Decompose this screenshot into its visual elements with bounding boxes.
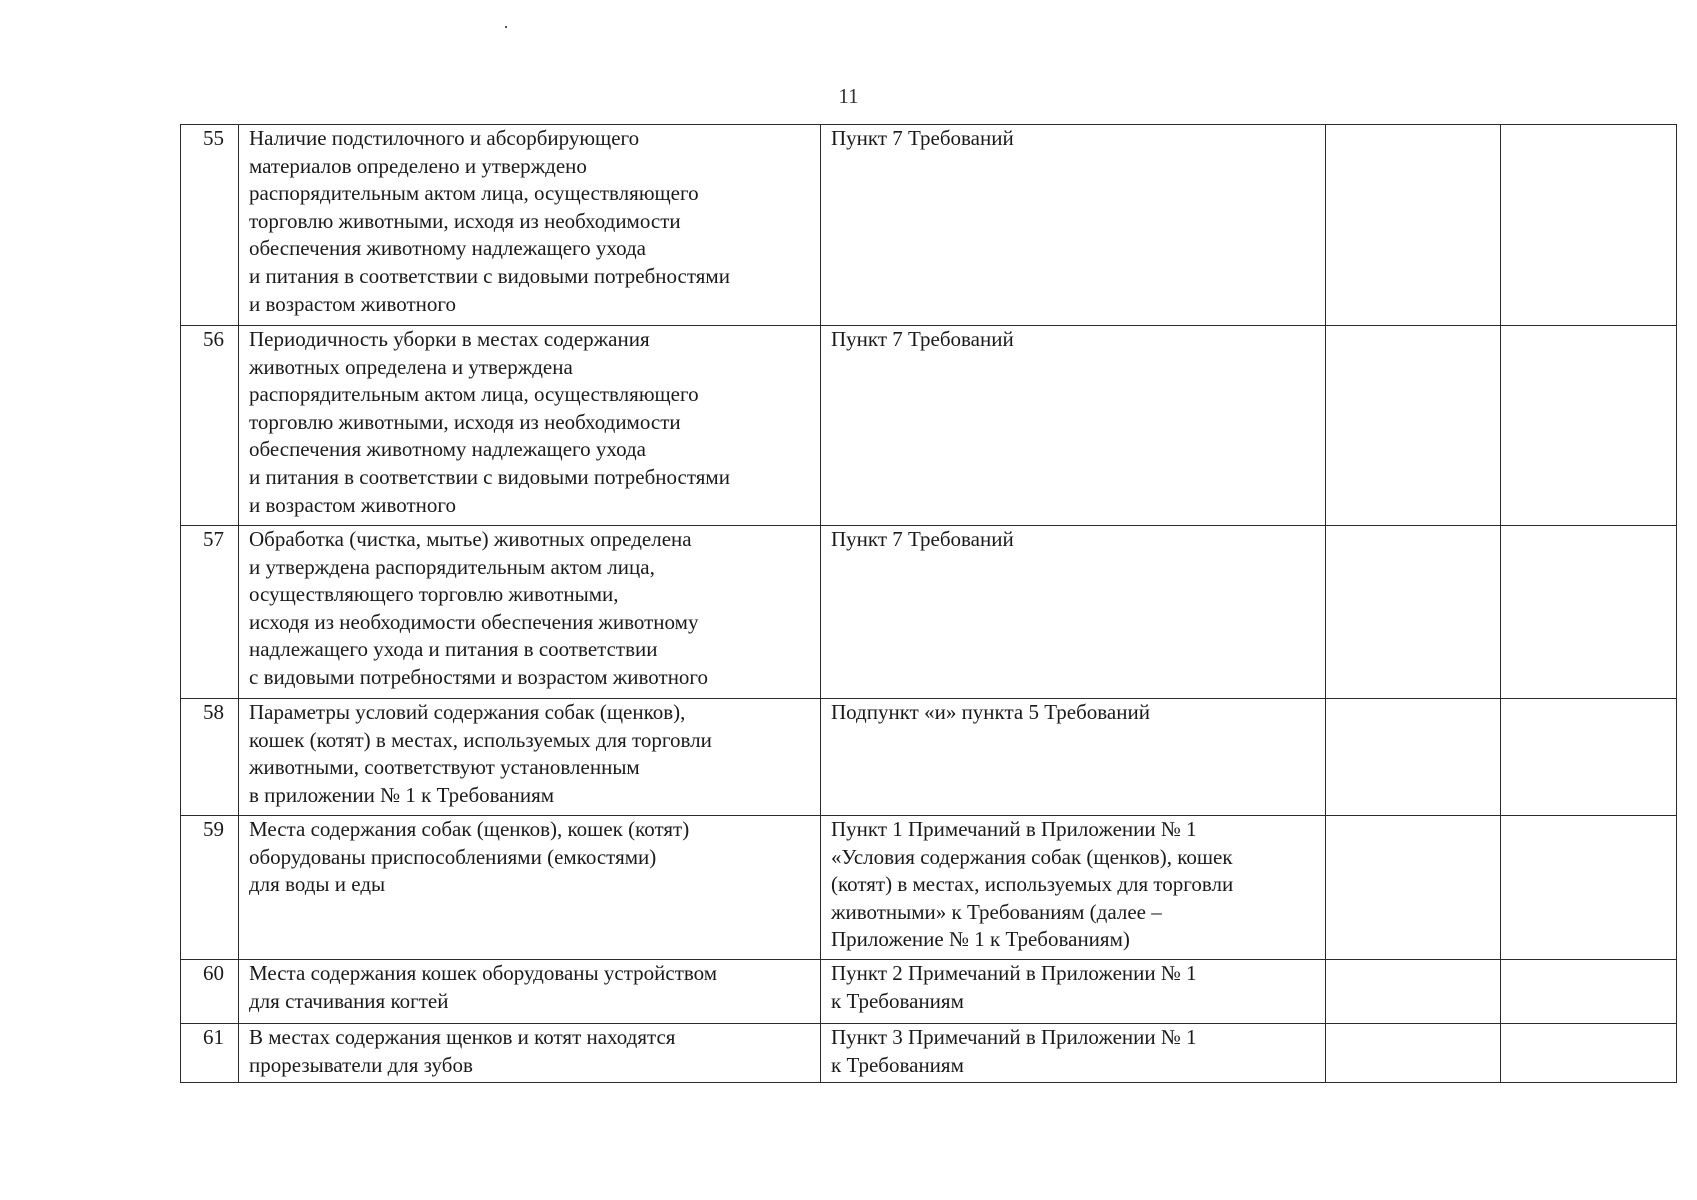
- checklist-table: [180, 124, 1677, 1083]
- reference-cell: [821, 526, 1326, 699]
- requirement-cell: [239, 526, 821, 699]
- requirement-line: распорядительным актом лица, осуществляющего: [249, 181, 699, 206]
- requirement-cell: [239, 1024, 821, 1083]
- row-number: 58: [181, 699, 239, 816]
- row-number: 60: [181, 960, 239, 1024]
- row-number: 57: [181, 526, 239, 699]
- requirement-line: для воды и еды: [249, 872, 386, 897]
- row-number: 55: [181, 125, 239, 326]
- table-row: [181, 526, 1677, 699]
- reference-line: Пункт 7 Требований: [831, 327, 1014, 351]
- empty-cell: [1501, 326, 1677, 526]
- reference-line: Подпункт «и» пункта 5 Требований: [831, 700, 1150, 724]
- table-row: [181, 326, 1677, 526]
- empty-cell: [1501, 699, 1677, 816]
- requirement-line: животных определена и утверждена: [249, 354, 573, 379]
- reference-cell: [821, 960, 1326, 1024]
- requirement-line: и питания в соответствии с видовыми потребностями: [249, 464, 730, 489]
- empty-cell: [1326, 816, 1501, 960]
- table-row: [181, 816, 1677, 960]
- requirement-line: и утверждена распорядительным актом лица,: [249, 554, 655, 579]
- reference-line: к Требованиям: [831, 1052, 964, 1077]
- reference-line: Пункт 7 Требований: [831, 527, 1014, 551]
- empty-cell: [1326, 125, 1501, 326]
- row-number: 61: [181, 1024, 239, 1083]
- empty-cell: [1326, 326, 1501, 526]
- row-number: 59: [181, 816, 239, 960]
- reference-cell: [821, 125, 1326, 326]
- empty-cell: [1501, 125, 1677, 326]
- requirement-line: Наличие подстилочного и абсорбирующего: [249, 126, 640, 150]
- reference-line: «Условия содержания собак (щенков), кошек: [831, 844, 1233, 869]
- empty-cell: [1501, 960, 1677, 1024]
- requirement-line: материалов определено и утверждено: [249, 153, 587, 178]
- scan-speck: [505, 26, 507, 28]
- reference-line: (котят) в местах, используемых для торговли: [831, 872, 1234, 897]
- requirement-line: Места содержания собак (щенков), кошек (котят): [249, 817, 690, 841]
- requirement-line: и возрастом животного: [249, 492, 456, 517]
- requirement-line: и питания в соответствии с видовыми потребностями: [249, 263, 730, 288]
- table-row: [181, 699, 1677, 816]
- reference-cell: [821, 326, 1326, 526]
- requirement-line: Параметры условий содержания собак (щенков),: [249, 700, 686, 724]
- reference-line: Пункт 7 Требований: [831, 126, 1014, 150]
- table-row: [181, 960, 1677, 1024]
- requirement-cell: [239, 699, 821, 816]
- requirement-line: животными, соответствуют установленным: [249, 755, 640, 780]
- requirement-line: для стачивания когтей: [249, 988, 449, 1013]
- empty-cell: [1326, 1024, 1501, 1083]
- requirement-line: надлежащего ухода и питания в соответствии: [249, 637, 658, 662]
- requirement-cell: [239, 125, 821, 326]
- page-number: 11: [838, 84, 859, 108]
- requirement-line: исходя из необходимости обеспечения животному: [249, 609, 699, 634]
- requirement-cell: [239, 326, 821, 526]
- requirement-line: обеспечения животному надлежащего ухода: [249, 437, 646, 462]
- requirement-line: Периодичность уборки в местах содержания: [249, 327, 650, 351]
- requirement-line: осуществляющего торговлю животными,: [249, 582, 619, 607]
- empty-cell: [1326, 699, 1501, 816]
- requirement-cell: [239, 816, 821, 960]
- requirement-line: в приложении № 1 к Требованиям: [249, 782, 555, 807]
- requirement-line: распорядительным актом лица, осуществляющего: [249, 382, 699, 407]
- requirement-line: оборудованы приспособлениями (емкостями): [249, 844, 657, 869]
- reference-line: Пункт 2 Примечаний в Приложении № 1: [831, 961, 1197, 985]
- reference-line: Пункт 1 Примечаний в Приложении № 1: [831, 817, 1197, 841]
- requirement-cell: [239, 960, 821, 1024]
- table-row: [181, 125, 1677, 326]
- requirement-line: и возрастом животного: [249, 291, 456, 316]
- requirement-line: торговлю животными, исходя из необходимости: [249, 208, 681, 233]
- requirement-line: с видовыми потребностями и возрастом животного: [249, 664, 709, 689]
- requirement-line: Обработка (чистка, мытье) животных определена: [249, 527, 692, 551]
- reference-cell: [821, 699, 1326, 816]
- empty-cell: [1326, 526, 1501, 699]
- requirement-line: прорезыватели для зубов: [249, 1052, 473, 1077]
- reference-cell: [821, 816, 1326, 960]
- requirement-line: В местах содержания щенков и котят находятся: [249, 1025, 676, 1049]
- reference-cell: [821, 1024, 1326, 1083]
- reference-line: Приложение № 1 к Требованиям): [831, 927, 1130, 952]
- reference-line: Пункт 3 Примечаний в Приложении № 1: [831, 1025, 1197, 1049]
- requirement-line: торговлю животными, исходя из необходимости: [249, 409, 681, 434]
- row-number: 56: [181, 326, 239, 526]
- empty-cell: [1501, 526, 1677, 699]
- empty-cell: [1501, 816, 1677, 960]
- reference-line: к Требованиям: [831, 988, 964, 1013]
- empty-cell: [1326, 960, 1501, 1024]
- requirement-line: кошек (котят) в местах, используемых для торговли: [249, 727, 712, 752]
- requirement-line: Места содержания кошек оборудованы устройством: [249, 961, 718, 985]
- requirement-line: обеспечения животному надлежащего ухода: [249, 236, 646, 261]
- reference-line: животными» к Требованиям (далее –: [831, 899, 1162, 924]
- table-row: [181, 1024, 1677, 1083]
- empty-cell: [1501, 1024, 1677, 1083]
